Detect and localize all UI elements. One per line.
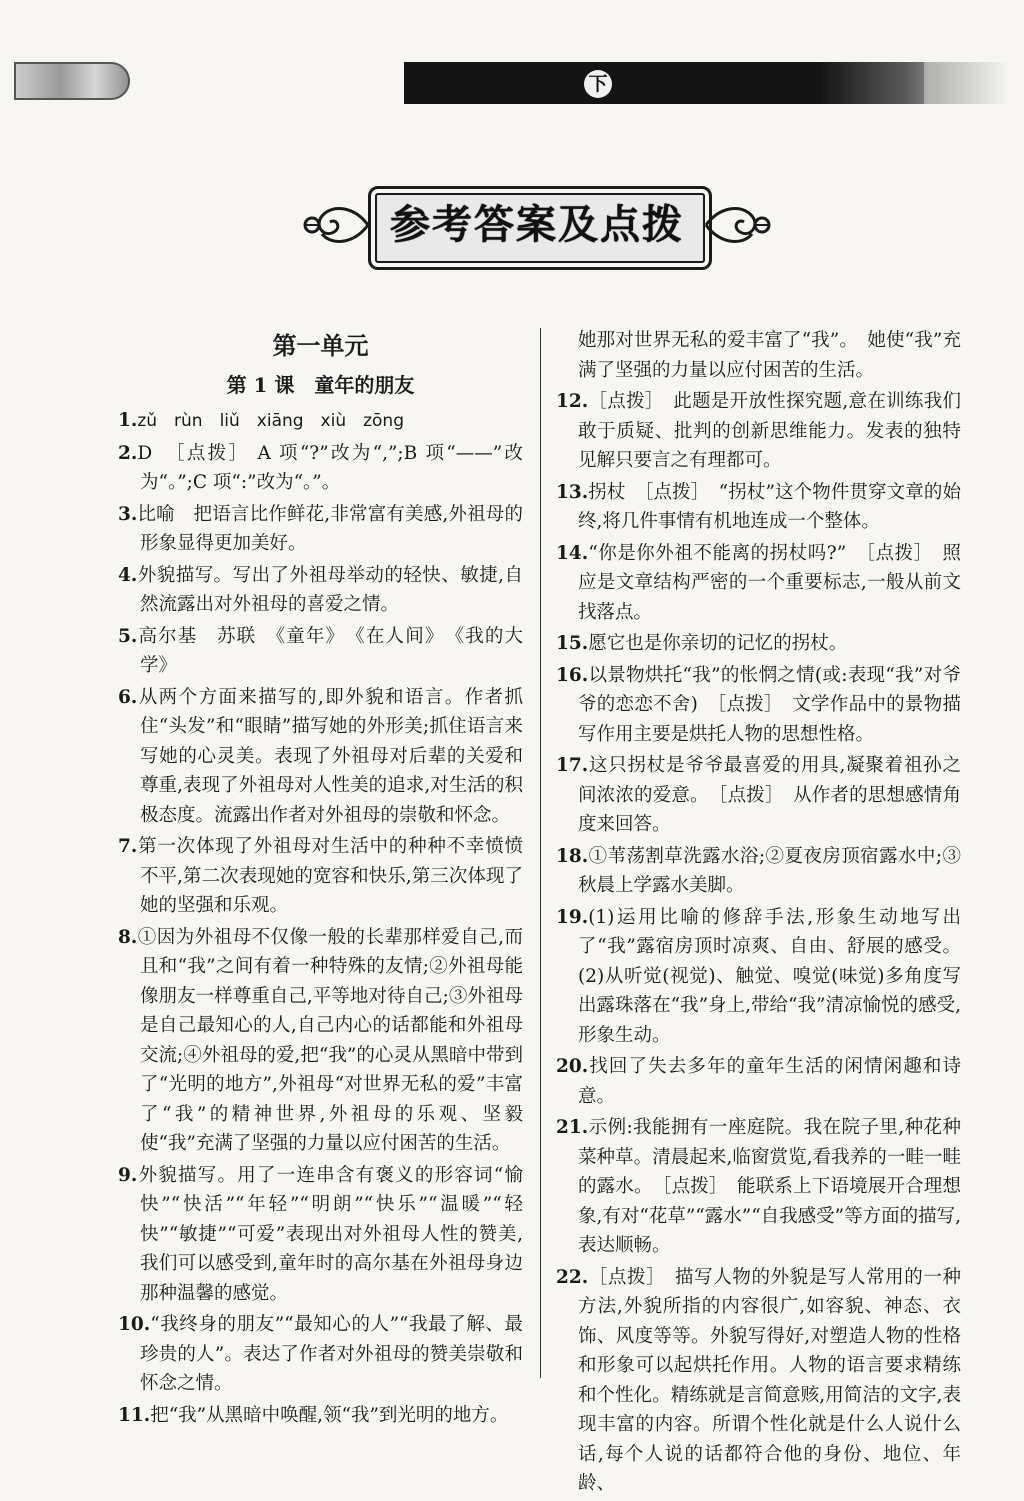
answer-item: 12.［点拨］ 此题是开放性探究题,意在训练我们敢于质疑、批判的创新思维能力。发表的独特见解只要言之有理都可。 [556,391,961,471]
right-column [556,326,961,1501]
unit-title: 第一单元 [272,331,369,360]
corner-decoration [14,62,130,100]
answer-banner [302,186,772,266]
answer-item: 20.找回了失去多年的童年生活的闲情闲趣和诗意。 [556,1056,961,1107]
answer-item: 21.示例:我能拥有一座庭院。我在院子里,种花种菜种草。清晨起来,临窗赏览,看我养的一畦一畦的露水。 ［点拨］ 能联系上下语境展开合理想象,有对“花草”“露水”“自我感受”等方面的描写,表达顺畅。 [556,1117,962,1256]
answer-item: 22.［点拨］ 描写人物的外貌是写人常用的一种方法,外貌所指的内容很广,如容貌、神态、衣饰、风度等等。外貌写得好,对塑造人物的性格和形象可以起烘托作用。人物的语言要求精练和个性化。精练就是言简意赅,用简洁的文字,表现丰富的内容。所谓个性化就是什么人说什么话,每个人说的话都符合他的身份、地位、年龄、 [556,1266,961,1494]
answer-item: 18.①苇荡割草洗露水浴;②夏夜房顶宿露水中;③秋晨上学露水美脚。 [556,845,961,896]
volume-badge: 下 [584,70,612,98]
ornament-right-icon [704,196,772,254]
left-column [118,326,523,1432]
answer-item: 11.把“我”从黑暗中唤醒,领“我”到光明的地方。 [118,1404,509,1426]
answer-item: 8.①因为外祖母不仅像一般的长辈那样爱自己,而且和“我”之间有着一种特殊的友情;②外祖母能像朋友一样尊重自己,平等地对待自己;③外祖母是自己最知心的人,自己内心的话都能和外祖母交流;④外祖母的爱,把“我”的心灵从黑暗中带到了“光明的地方”,外祖母“对世界无私的爱”丰富了“我”的精神世界,外祖母的乐观、坚毅使“我”充满了坚强的力量以应付困苦的生活。 [118,926,523,1154]
answer-item: 17.这只拐杖是爷爷最喜爱的用具,凝聚着祖孙之间浓浓的爱意。 ［点拨］ 从作者的思想感情角度来回答。 [556,755,961,835]
answer-item: 9.外貌描写。用了一连串含有褒义的形容词“愉快”“快活”“年轻”“明朗”“快乐”“温暖”“轻快”“敏捷”“可爱”表现出对外祖母人性的赞美,我们可以感受到,童年时的高尔基在外祖母身边那种温馨的感觉。 [118,1164,523,1304]
column-divider [540,328,541,1378]
ornament-left-icon [302,196,370,254]
answer-item: 3.比喻 把语言比作鲜花,非常富有美感,外祖母的形象显得更加美好。 [118,503,523,554]
answer-continuation: 她那对世界无私的爱丰富了“我”。 她使“我”充满了坚强的力量以应付困苦的生活。 [578,330,961,381]
lesson-title: 第 1 课 童年的朋友 [226,373,415,397]
banner-title: 参考答案及点拨 [390,202,684,248]
answer-item: 1.zǔ rùn liǔ xiāng xiù zōng [118,410,404,431]
answer-item: 13.拐杖 ［点拨］ “拐杖”这个物件贯穿文章的始终,将几件事情有机地连成一个整体。 [556,481,961,532]
answer-item: 2.D ［点拨］ A 项“?”改为“,”;B 项“——”改为“。”;C 项“:”改为“。”。 [118,442,523,493]
answer-item: 4.外貌描写。写出了外祖母举动的轻快、敏捷,自然流露出对外祖母的喜爱之情。 [118,564,523,615]
header-bar-fade [820,62,1010,104]
answer-item: 16.以景物烘托“我”的怅惘之情(或:表现“我”对爷爷的恋恋不舍) ［点拨］ 文学作品中的景物描写作用主要是烘托人物的思想性格。 [556,664,961,745]
answer-item: 14.“你是你外祖不能离的拐杖吗?” ［点拨］ 照应是文章结构严密的一个重要标志,一般从前文找落点。 [556,542,961,623]
answer-item: 6.从两个方面来描写的,即外貌和语言。作者抓住“头发”和“眼睛”描写她的外形美;抓住语言来写她的心灵美。表现了外祖母对后辈的关爱和尊重,表现了外祖母对人性美的追求,对生活的积极态度。流露出作者对外祖母的崇敬和怀念。 [118,686,523,826]
answer-item: 7.第一次体现了外祖母对生活中的种种不幸愤愤不平,第二次表现她的宽容和快乐,第三次体现了她的坚强和乐观。 [118,836,523,916]
answer-item: 19.(1)运用比喻的修辞手法,形象生动地写出了“我”露宿房顶时凉爽、自由、舒展的感受。(2)从听觉(视觉)、触觉、嗅觉(味觉)多角度写出露珠落在“我”身上,带给“我”清凉愉悦的感受,形象生动。 [556,906,961,1046]
answer-item: 10.“我终身的朋友”“最知心的人”“我最了解、最珍贵的人”。表达了作者对外祖母的赞美崇敬和怀念之情。 [118,1314,523,1394]
answer-item: 5.高尔基 苏联 《童年》 《在人间》 《我的大学》 [118,625,523,676]
answer-item: 15.愿它也是你亲切的记忆的拐杖。 [556,633,848,654]
